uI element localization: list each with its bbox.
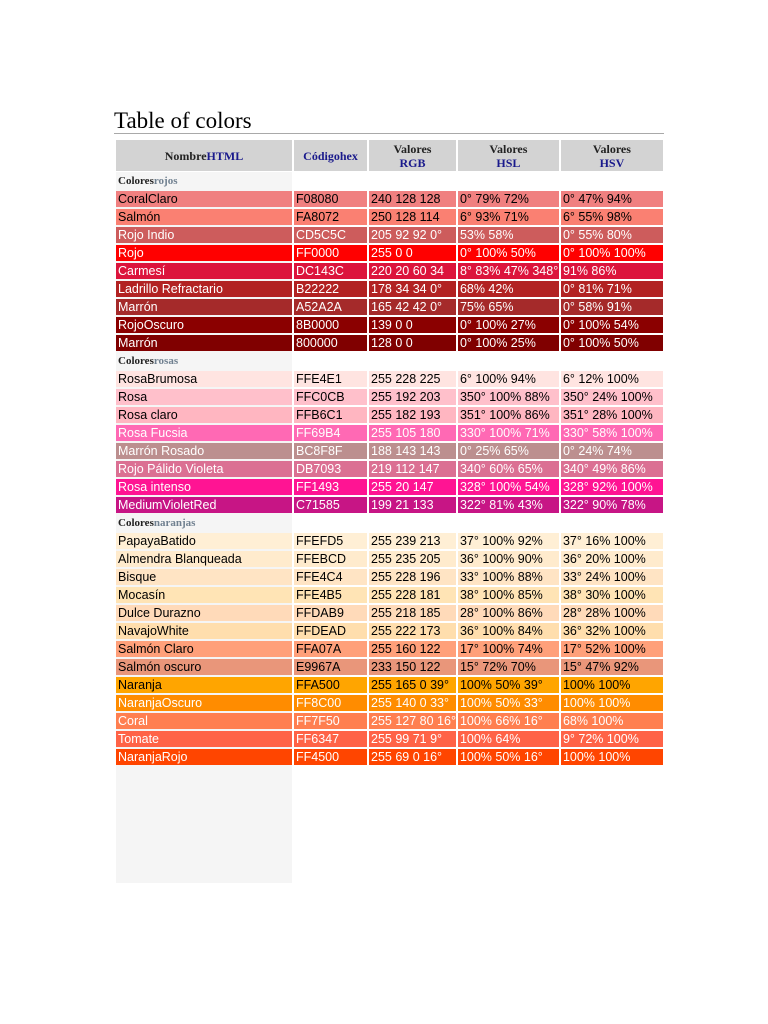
cell-hsl: 75% 65% <box>458 299 559 315</box>
cell-rgb: 255 192 203 <box>369 389 456 405</box>
cell-hex: FFDEAD <box>294 623 367 639</box>
cell-hsl: 17° 100% 74% <box>458 641 559 657</box>
cell-rgb: 255 228 181 <box>369 587 456 603</box>
cell-hsv: 38° 30% 100% <box>561 587 663 603</box>
title-divider <box>114 133 664 134</box>
cell-hex: FFA07A <box>294 641 367 657</box>
group-label-name: rojos <box>153 175 178 187</box>
cell-hex: CD5C5C <box>294 227 367 243</box>
cell-hsv: 322° 90% 78% <box>561 497 663 513</box>
cell-rgb: 240 128 128 <box>369 191 456 207</box>
group-label-prefix: Colores <box>118 517 154 529</box>
table-row <box>116 407 663 423</box>
cell-hsv: 0° 24% 74% <box>561 443 663 459</box>
cell-rgb: 255 0 0 <box>369 245 456 261</box>
cell-hsv: 6° 55% 98% <box>561 209 663 225</box>
table-row <box>116 659 663 675</box>
cell-rgb: 255 218 185 <box>369 605 456 621</box>
cell-rgb: 255 239 213 <box>369 533 456 549</box>
cell-hex: FFEBCD <box>294 551 367 567</box>
cell-hsv: 0° 47% 94% <box>561 191 663 207</box>
cell-hsl: 351° 100% 86% <box>458 407 559 423</box>
cell-hsv: 351° 28% 100% <box>561 407 663 423</box>
cell-hex: F08080 <box>294 191 367 207</box>
cell-name: Salmón oscuro <box>116 659 292 675</box>
table-row <box>116 461 663 477</box>
table-row <box>116 227 663 243</box>
cell-hsv: 350° 24% 100% <box>561 389 663 405</box>
group-spacer-cell <box>369 173 456 189</box>
cell-name: RosaBrumosa <box>116 371 292 387</box>
group-label-prefix: Colores <box>118 175 154 187</box>
cell-rgb: 139 0 0 <box>369 317 456 333</box>
cell-name: Marrón Rosado <box>116 443 292 459</box>
cell-name: Ladrillo Refractario <box>116 281 292 297</box>
table-row <box>116 731 663 747</box>
group-spacer-cell <box>561 515 663 531</box>
cell-hsv: 6° 12% 100% <box>561 371 663 387</box>
cell-name: Marrón <box>116 335 292 351</box>
cell-hex: B22222 <box>294 281 367 297</box>
cell-hsl: 33° 100% 88% <box>458 569 559 585</box>
cell-name: NaranjaOscuro <box>116 695 292 711</box>
cell-rgb: 220 20 60 34 <box>369 263 456 279</box>
cell-hsl: 68% 42% <box>458 281 559 297</box>
cell-hsl: 328° 100% 54% <box>458 479 559 495</box>
table-row <box>116 317 663 333</box>
cell-rgb: 250 128 114 <box>369 209 456 225</box>
table-row <box>116 677 663 693</box>
cell-hsl: 100% 50% 33° <box>458 695 559 711</box>
cell-hsv: 33° 24% 100% <box>561 569 663 585</box>
cell-hex: C71585 <box>294 497 367 513</box>
cell-hsl: 100% 50% 39° <box>458 677 559 693</box>
cell-name: Mocasín <box>116 587 292 603</box>
cell-hex: DB7093 <box>294 461 367 477</box>
cell-name: Dulce Durazno <box>116 605 292 621</box>
cell-hex: FF6347 <box>294 731 367 747</box>
cell-hsv: 91% 86% <box>561 263 663 279</box>
cell-hsv: 328° 92% 100% <box>561 479 663 495</box>
cell-hsl: 6° 93% 71% <box>458 209 559 225</box>
group-spacer-cell <box>458 515 559 531</box>
cell-hex: A52A2A <box>294 299 367 315</box>
cell-hsv: 0° 100% 100% <box>561 245 663 261</box>
cell-hsl: 0° 79% 72% <box>458 191 559 207</box>
table-row <box>116 209 663 225</box>
cell-name: Rosa Fucsia <box>116 425 292 441</box>
cell-name: Rojo <box>116 245 292 261</box>
table-row <box>116 713 663 729</box>
cell-hsl: 0° 100% 25% <box>458 335 559 351</box>
cell-name: Rosa <box>116 389 292 405</box>
cell-hsv: 0° 100% 54% <box>561 317 663 333</box>
cell-hsl: 340° 60% 65% <box>458 461 559 477</box>
cell-hsl: 36° 100% 84% <box>458 623 559 639</box>
cell-rgb: 255 140 0 33° <box>369 695 456 711</box>
cell-hsv: 340° 49% 86% <box>561 461 663 477</box>
cell-hsv: 0° 58% 91% <box>561 299 663 315</box>
group-spacer-cell <box>294 515 367 531</box>
cell-name: Coral <box>116 713 292 729</box>
cell-rgb: 128 0 0 <box>369 335 456 351</box>
cell-hsv: 0° 55% 80% <box>561 227 663 243</box>
cell-rgb: 255 235 205 <box>369 551 456 567</box>
cell-hsl: 8° 83% 47% 348° <box>459 264 559 278</box>
table-row <box>116 569 663 585</box>
cell-hex: FFE4B5 <box>294 587 367 603</box>
cell-rgb: 255 69 0 16° <box>369 749 456 765</box>
header-hsv: Valores HSV <box>561 140 663 171</box>
cell-hex: FFC0CB <box>294 389 367 405</box>
group-row <box>116 173 663 189</box>
cell-rgb: 255 20 147 <box>369 479 456 495</box>
cell-hsl: 36° 100% 90% <box>458 551 559 567</box>
cell-hex: FF4500 <box>294 749 367 765</box>
group-label <box>116 173 292 189</box>
cell-hsl: 0° 25% 65% <box>458 443 559 459</box>
cell-hex: 8B0000 <box>294 317 367 333</box>
cell-hsv: 28° 28% 100% <box>561 605 663 621</box>
cell-hsv: 15° 47% 92% <box>561 659 663 675</box>
cell-hex: FF7F50 <box>294 713 367 729</box>
group-spacer-cell <box>561 353 663 369</box>
table-row <box>116 299 663 315</box>
group-spacer-cell <box>561 173 663 189</box>
table-header-row <box>116 140 663 171</box>
cell-hex: FFE4E1 <box>294 371 367 387</box>
cell-hex: FF1493 <box>294 479 367 495</box>
cell-rgb: 165 42 42 0° <box>369 299 456 315</box>
table-row <box>116 425 663 441</box>
cell-hex: DC143C <box>294 263 367 279</box>
cell-rgb: 255 182 193 <box>369 407 456 423</box>
cell-hex: FF0000 <box>294 245 367 261</box>
cell-hsl: 28° 100% 86% <box>458 605 559 621</box>
cell-hsl: 0° 100% 50% <box>458 245 559 261</box>
cell-hex: FFE4C4 <box>294 569 367 585</box>
group-spacer-cell <box>369 515 456 531</box>
cell-hex: FFDAB9 <box>294 605 367 621</box>
cell-name: Almendra Blanqueada <box>116 551 292 567</box>
group-spacer-cell <box>369 353 456 369</box>
cell-rgb: 199 21 133 <box>369 497 456 513</box>
cell-hsl: 100% 50% 16° <box>458 749 559 765</box>
cell-hsv: 36° 20% 100% <box>561 551 663 567</box>
colors-table <box>114 138 665 767</box>
cell-hsv: 330° 58% 100% <box>561 425 663 441</box>
cell-name: Rosa intenso <box>116 479 292 495</box>
group-label <box>116 515 292 531</box>
table-row <box>116 281 663 297</box>
cell-name: RojoOscuro <box>116 317 292 333</box>
group-row <box>116 353 663 369</box>
cell-name: Rosa claro <box>116 407 292 423</box>
cell-name: Salmón <box>116 209 292 225</box>
page-title: Table of colors <box>114 108 252 133</box>
cell-rgb: 255 228 196 <box>369 569 456 585</box>
cell-rgb: 219 112 147 <box>369 461 456 477</box>
header-hsl: Valores HSL <box>458 140 559 171</box>
cell-name: CoralClaro <box>116 191 292 207</box>
group-label <box>116 353 292 369</box>
cell-rgb: 205 92 92 0° <box>369 227 456 243</box>
cell-hsl: 322° 81% 43% <box>458 497 559 513</box>
table-body <box>116 173 663 765</box>
cell-rgb: 255 105 180 <box>369 425 456 441</box>
cell-hsv: 36° 32% 100% <box>561 623 663 639</box>
cell-name: MediumVioletRed <box>116 497 292 513</box>
cell-name: Bisque <box>116 569 292 585</box>
cell-rgb: 188 143 143 <box>369 443 456 459</box>
cell-name: PapayaBatido <box>116 533 292 549</box>
group-spacer-cell <box>458 173 559 189</box>
table-row <box>116 335 663 351</box>
cell-hsl: 100% 64% <box>458 731 559 747</box>
cell-hsv: 37° 16% 100% <box>561 533 663 549</box>
group-spacer-cell <box>294 353 367 369</box>
cell-hsl: 350° 100% 88% <box>458 389 559 405</box>
cell-hex: 800000 <box>294 335 367 351</box>
cell-rgb: 178 34 34 0° <box>369 281 456 297</box>
group-spacer-cell <box>458 353 559 369</box>
group-label-name: naranjas <box>153 517 196 529</box>
cell-hex: E9967A <box>294 659 367 675</box>
cell-hex: FA8072 <box>294 209 367 225</box>
cell-name: Marrón <box>116 299 292 315</box>
table-row <box>116 623 663 639</box>
cell-hex: FF8C00 <box>294 695 367 711</box>
cell-name: Tomate <box>116 731 292 747</box>
cell-hex: FFA500 <box>294 677 367 693</box>
cell-rgb: 233 150 122 <box>369 659 456 675</box>
cell-hsv: 100% 100% <box>561 695 663 711</box>
cell-name: NavajoWhite <box>116 623 292 639</box>
header-code: Códigohex <box>294 140 367 171</box>
cell-hsv: 100% 100% <box>561 749 663 765</box>
cell-rgb: 255 160 122 <box>369 641 456 657</box>
cell-rgb: 255 99 71 9° <box>369 731 456 747</box>
cell-hsv: 68% 100% <box>561 713 663 729</box>
cell-hsl: 0° 100% 27% <box>458 317 559 333</box>
table-row <box>116 641 663 657</box>
table-row <box>116 749 663 765</box>
table-row <box>116 263 663 279</box>
cell-name: Carmesí <box>116 263 292 279</box>
table-row <box>116 695 663 711</box>
cell-hsl: 100% 66% 16° <box>458 713 559 729</box>
cell-name: Rojo Indio <box>116 227 292 243</box>
cell-hex: FFB6C1 <box>294 407 367 423</box>
cell-hsv: 9° 72% 100% <box>561 731 663 747</box>
group-label-prefix: Colores <box>118 355 154 367</box>
cell-hsv: 100% 100% <box>561 677 663 693</box>
header-name: NombreHTML <box>116 140 292 171</box>
cell-hex: BC8F8F <box>294 443 367 459</box>
cell-rgb: 255 165 0 39° <box>369 677 456 693</box>
group-label-name: rosas <box>153 355 179 367</box>
cell-rgb: 255 222 173 <box>369 623 456 639</box>
table-row <box>116 245 663 261</box>
table-row <box>116 551 663 567</box>
cell-hsv: 0° 100% 50% <box>561 335 663 351</box>
table-row <box>116 587 663 603</box>
table-row <box>116 497 663 513</box>
cell-hsl: 6° 100% 94% <box>458 371 559 387</box>
cell-hex: FF69B4 <box>294 425 367 441</box>
cell-hsl: 53% 58% <box>458 227 559 243</box>
table-row <box>116 443 663 459</box>
table-row <box>116 371 663 387</box>
group-spacer-cell <box>294 173 367 189</box>
table-row <box>116 389 663 405</box>
header-rgb: Valores RGB <box>369 140 456 171</box>
cell-name: NaranjaRojo <box>116 749 292 765</box>
table-row <box>116 191 663 207</box>
group-row <box>116 515 663 531</box>
cell-hsl: 38° 100% 85% <box>458 587 559 603</box>
cell-hsv: 17° 52% 100% <box>561 641 663 657</box>
cell-rgb: 255 127 80 16° <box>371 714 456 728</box>
cell-rgb: 255 228 225 <box>369 371 456 387</box>
cell-hsv: 0° 81% 71% <box>561 281 663 297</box>
table-row <box>116 605 663 621</box>
cell-hsl: 330° 100% 71% <box>458 425 559 441</box>
cell-hex: FFEFD5 <box>294 533 367 549</box>
cell-hsl: 37° 100% 92% <box>458 533 559 549</box>
cell-name: Salmón Claro <box>116 641 292 657</box>
cell-name: Rojo Pálido Violeta <box>116 461 292 477</box>
table-row <box>116 479 663 495</box>
cell-name: Naranja <box>116 677 292 693</box>
table-row <box>116 533 663 549</box>
cell-hsl: 15° 72% 70% <box>458 659 559 675</box>
